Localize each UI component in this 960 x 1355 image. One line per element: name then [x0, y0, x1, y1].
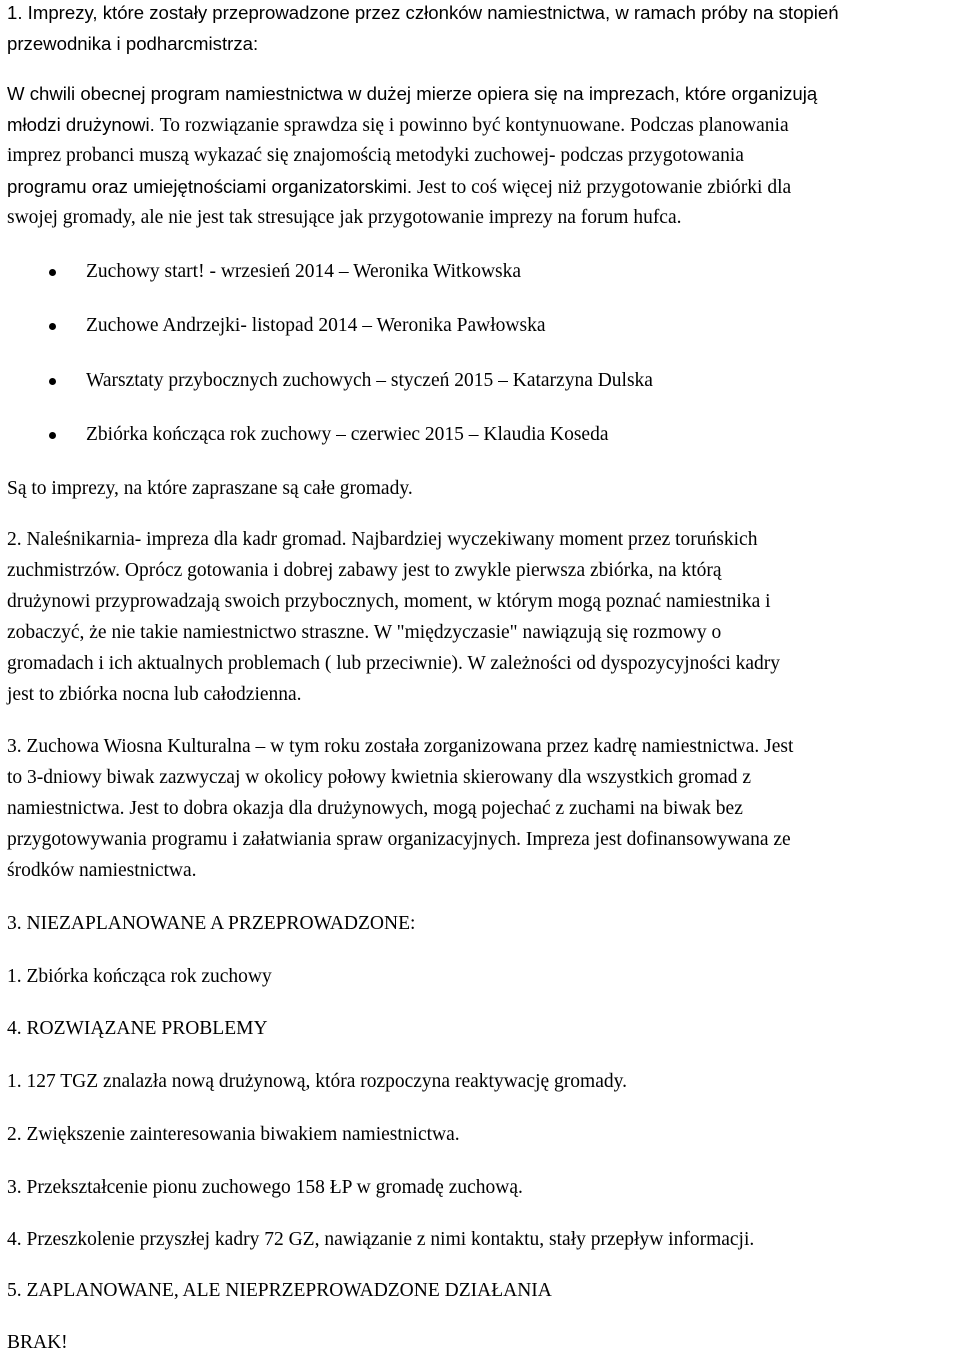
event-list-item	[0, 260, 960, 284]
solved-item: 3. Przekształcenie pionu zuchowego 158 ŁP w gromadę zuchową.	[7, 1177, 523, 1198]
paragraph1-line3: imprez probanci muszą wykazać się znajomością metodyki zuchowej- podczas przygotowania	[7, 145, 744, 166]
section2-line2: zuchmistrzów. Oprócz gotowania i dobrej zabawy jest to zwykle pierwsza zbiórka, na którą	[7, 560, 722, 581]
solved-item: 2. Zwiększenie zainteresowania biwakiem namiestnictwa.	[7, 1124, 460, 1145]
section1-closing: Są to imprezy, na które zapraszane są całe gromady.	[7, 478, 413, 499]
solved-heading: 4. ROZWIĄZANE PROBLEMY	[7, 1018, 268, 1039]
paragraph1-line2-part3: Podczas planowania	[629, 115, 789, 136]
section3-line1: 3. Zuchowa Wiosna Kulturalna – w tym roku została zorganizowana przez kadrę namiestnictwa. Jest	[7, 736, 794, 757]
paragraph1-line1: W chwili obecnej program namiestnictwa w dużej mierze opiera się na imprezach, które organizują	[7, 83, 818, 104]
paragraph1-line2	[7, 113, 789, 138]
unplanned-heading: 3. NIEZAPLANOWANE A PRZEPROWADZONE:	[7, 913, 416, 934]
event-list-item	[0, 314, 960, 338]
section2-line5: gromadach i ich aktualnych problemach ( lub przeciwnie). W zależności od dyspozycyjności kadry	[7, 653, 781, 674]
unplanned-item: 1. Zbiórka kończąca rok zuchowy	[7, 966, 272, 987]
section3-line5: środków namiestnictwa.	[7, 860, 197, 881]
paragraph1-line5: swojej gromady, ale nie jest tak stresujące jak przygotowanie imprezy na forum hufca.	[7, 207, 682, 228]
event-text-part2: - wrzesień 2014 – Weronika Witkowska	[204, 261, 522, 282]
solved-item: 4. Przeszkolenie przyszłej kadry 72 GZ, nawiązanie z nimi kontaktu, stały przepływ informacji.	[7, 1229, 755, 1250]
not-done-heading: 5. ZAPLANOWANE, ALE NIEPRZEPROWADZONE DZIAŁANIA	[7, 1280, 552, 1301]
paragraph1-line4-part2: Jest to coś więcej niż przygotowanie zbiórki dla	[416, 177, 792, 198]
paragraph1-line2-part1: młodzi drużynowi.	[7, 114, 155, 135]
section2-line1: 2. Naleśnikarnia- impreza dla kadr gromad. Najbardziej wyczekiwany moment przez toruńskich	[7, 529, 758, 550]
event-text: Zbiórka kończąca rok zuchowy – czerwiec 2015 – Klaudia Koseda	[86, 424, 609, 445]
event-text: Zuchowe Andrzejki- listopad 2014 – Weronika Pawłowska	[86, 315, 546, 336]
event-list-item	[0, 369, 960, 393]
event-text-part1: Zuchowy start!	[86, 261, 205, 282]
section3-line2: to 3-dniowy biwak zazwyczaj w okolicy połowy kwietnia skierowany dla wszystkich gromad z	[7, 767, 752, 788]
solved-item: 1. 127 TGZ znalazła nową drużynową, która rozpoczyna reaktywację gromady.	[7, 1071, 627, 1092]
event-text: Warsztaty przybocznych zuchowych – styczeń 2015 – Katarzyna Dulska	[86, 370, 653, 391]
event-list-item	[0, 423, 960, 447]
section3-line3: namiestnictwa. Jest to dobra okazja dla drużynowych, mogą pojechać z zuchami na biwak bez	[7, 798, 743, 819]
not-done-value: BRAK!	[7, 1332, 68, 1353]
section3-line4: przygotowywania programu i załatwiania spraw organizacyjnych. Impreza jest dofinansowywana ze	[7, 829, 791, 850]
section2-line4: zobaczyć, że nie takie namiestnictwo straszne. W "międzyczasie" nawiązują się rozmowy o	[7, 622, 722, 643]
paragraph1-line2-part2: To rozwiązanie sprawdza się i powinno być kontynuowane.	[159, 115, 626, 136]
section1-heading-line1: 1. Imprezy, które zostały przeprowadzone przez członków namiestnictwa, w ramach próby na stopień	[7, 2, 839, 23]
section1-heading-line2: przewodnika i podharcmistrza:	[7, 33, 259, 54]
paragraph1-line4	[7, 175, 791, 200]
bullet-icon	[49, 323, 56, 330]
bullet-icon	[49, 378, 56, 385]
section2-line3: drużynowi przyprowadzają swoich przybocznych, moment, w którym mogą poznać namiestnika i	[7, 591, 771, 612]
section2-line6: jest to zbiórka nocna lub całodzienna.	[7, 684, 302, 705]
bullet-icon	[49, 269, 56, 276]
bullet-icon	[49, 432, 56, 439]
paragraph1-line4-part1: programu oraz umiejętnościami organizatorskimi.	[7, 176, 413, 197]
event-text	[86, 260, 521, 284]
